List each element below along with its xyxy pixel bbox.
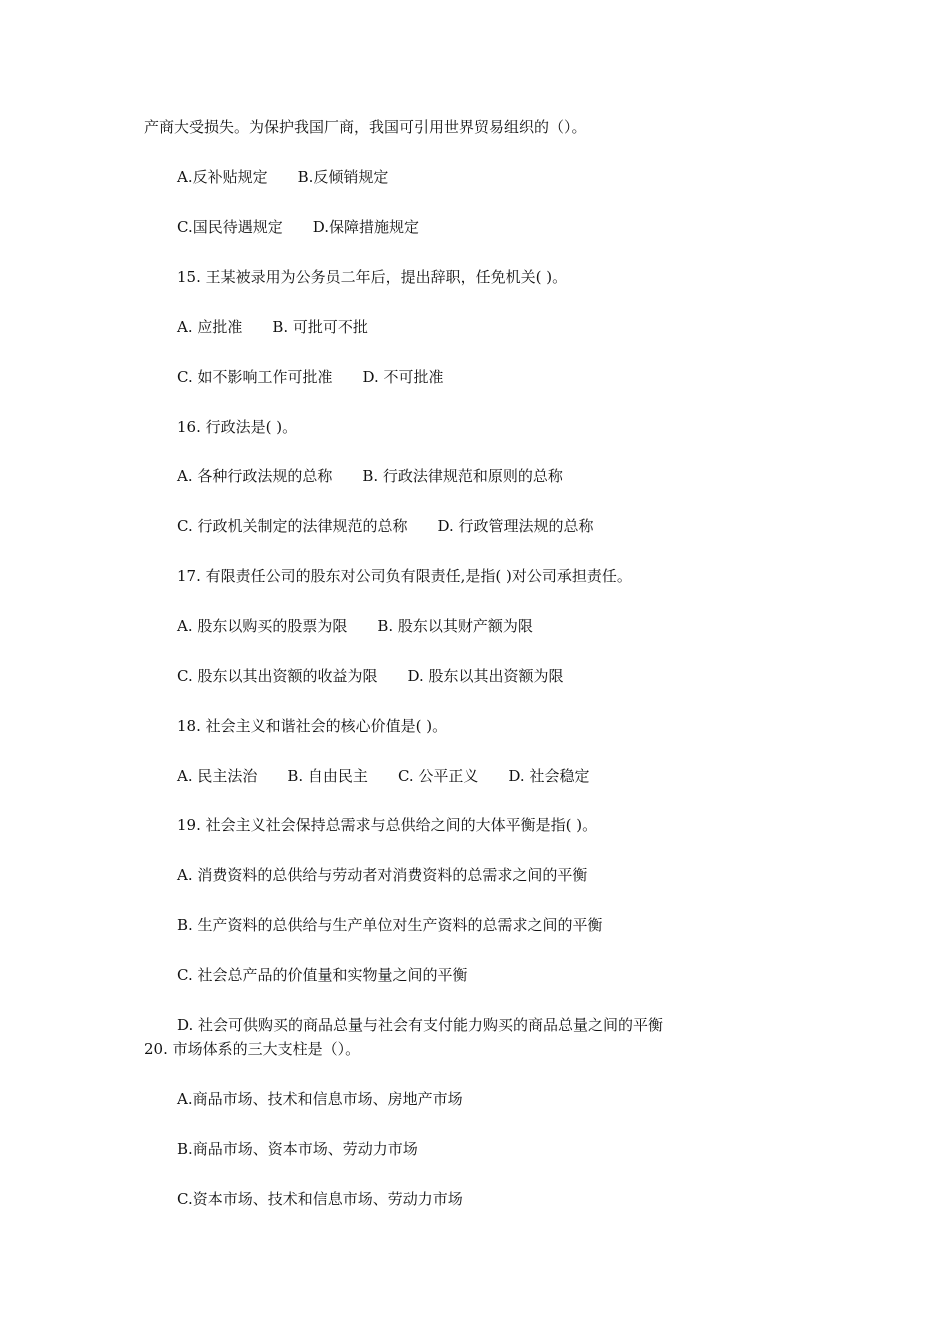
options-line-q16-ab [177, 466, 563, 486]
option-d: D. 不可批准 [362, 368, 444, 386]
text-line-continuation: 产商大受损失。为保护我国厂商，我国可引用世界贸易组织的（）。 [144, 118, 587, 136]
option-d: D. 股东以其出资额为限 [407, 667, 564, 685]
option-a: A. 股东以购买的股票为限 [177, 617, 348, 635]
option-c: C.资本市场、技术和信息市场、劳动力市场 [177, 1190, 463, 1208]
options-line-q15-cd [177, 367, 444, 387]
option-b: B. 生产资料的总供给与生产单位对生产资料的总需求之间的平衡 [177, 916, 603, 934]
option-c: C.国民待遇规定 [177, 218, 283, 236]
options-line-q14-cd [177, 217, 419, 237]
option-b: B. 行政法律规范和原则的总称 [362, 467, 563, 485]
option-b: B.反倾销规定 [297, 168, 389, 186]
option-b: B. 股东以其财产额为限 [377, 617, 533, 635]
option-c: C. 公平正义 [397, 767, 479, 785]
option-a: A.商品市场、技术和信息市场、房地产市场 [177, 1090, 463, 1108]
options-line-q14-ab [177, 167, 388, 187]
option-d: D.保障措施规定 [312, 218, 419, 236]
option-d: D. 行政管理法规的总称 [437, 517, 594, 535]
option-b: B. 自由民主 [287, 767, 368, 785]
option-a: A. 应批准 [177, 318, 243, 336]
option-c: C. 社会总产品的价值量和实物量之间的平衡 [177, 966, 468, 984]
question-15: 15. 王某被录用为公务员二年后，提出辞职，任免机关( )。 [177, 268, 568, 286]
option-b: B. 可批可不批 [272, 318, 368, 336]
question-17: 17. 有限责任公司的股东对公司负有限责任,是指( )对公司承担责任。 [177, 567, 632, 585]
question-19: 19. 社会主义社会保持总需求与总供给之间的大体平衡是指( )。 [177, 816, 598, 834]
option-a: A. 民主法治 [177, 767, 258, 785]
options-line-q17-ab [177, 616, 533, 636]
question-18: 18. 社会主义和谐社会的核心价值是( )。 [177, 717, 448, 735]
question-20: 20. 市场体系的三大支柱是（）。 [144, 1040, 361, 1058]
options-line-q17-cd [177, 666, 564, 686]
options-line-q16-cd [177, 516, 594, 536]
options-line-q18 [177, 766, 589, 786]
option-c: C. 股东以其出资额的收益为限 [177, 667, 378, 685]
option-d: D. 社会稳定 [508, 767, 590, 785]
option-a: A. 各种行政法规的总称 [177, 467, 333, 485]
option-c: C. 如不影响工作可批准 [177, 368, 333, 386]
options-line-q15-ab [177, 317, 368, 337]
option-a: A. 消费资料的总供给与劳动者对消费资料的总需求之间的平衡 [177, 866, 588, 884]
option-a: A.反补贴规定 [177, 168, 268, 186]
option-c: C. 行政机关制定的法律规范的总称 [177, 517, 408, 535]
question-16: 16. 行政法是( )。 [177, 418, 298, 436]
option-d: D. 社会可供购买的商品总量与社会有支付能力购买的商品总量之间的平衡 [177, 1016, 664, 1034]
option-b: B.商品市场、资本市场、劳动力市场 [177, 1140, 418, 1158]
